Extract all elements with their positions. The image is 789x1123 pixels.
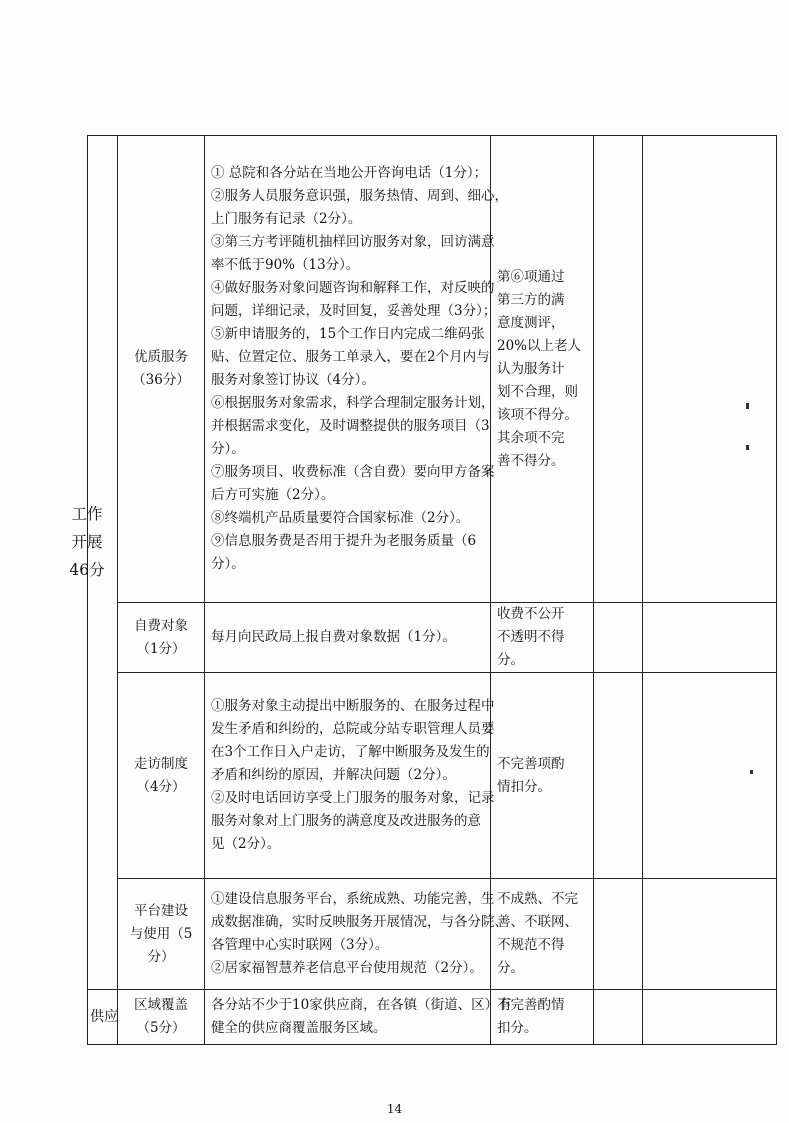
item-score: （1分） xyxy=(136,640,186,657)
item-score: 分） xyxy=(147,948,175,965)
standard-line: 各管理中心实时联网（3分）。 xyxy=(211,937,389,953)
table-row-visit-system xyxy=(88,673,777,879)
standard-cell xyxy=(205,879,508,990)
standard-line: 并根据需求变化，及时调整提供的服务项目（3 xyxy=(211,418,490,434)
deduction-line: 20%以上老人 xyxy=(497,337,582,354)
category-label: 供应 xyxy=(90,1009,118,1025)
standard-line: 发生矛盾和纠纷的，总院或分站专职管理人员要 xyxy=(211,721,495,737)
deduction-line: 分。 xyxy=(497,960,524,976)
standard-line: ⑦服务项目、收费标准（含自费）要向甲方备案 xyxy=(211,464,495,480)
standard-line: ⑧终端机产品质量要符合国家标准（2分）。 xyxy=(211,510,470,526)
item-cell xyxy=(118,673,205,879)
standard-cell xyxy=(205,136,508,603)
score-cell xyxy=(594,879,643,990)
standard-line: 分）。 xyxy=(211,556,245,572)
item-name: 优质服务 xyxy=(134,349,188,365)
scan-mark xyxy=(746,445,749,450)
standard-line: ⑤新申请服务的，15个工作日内完成二维码张 xyxy=(211,326,485,342)
score-cell xyxy=(594,990,643,1045)
deduction-cell xyxy=(491,990,594,1045)
standard-line: ⑨信息服务费是否用于提升为老服务质量（6 xyxy=(211,533,477,549)
standard-line: 健全的供应商覆盖服务区域。 xyxy=(211,1020,387,1036)
item-name: 平台建设 xyxy=(134,902,188,919)
item-cell xyxy=(118,603,205,673)
score-cell xyxy=(594,603,643,673)
standard-line: 后方可实施（2分）。 xyxy=(211,487,335,503)
standard-line: ① 总院和各分站在当地公开咨询电话（1分）； xyxy=(211,165,488,181)
standard-line: ②服务人员服务意识强，服务热情、周到、细心， xyxy=(211,188,508,204)
remark-cell xyxy=(643,990,777,1045)
standard-line: ⑥根据服务对象需求，科学合理制定服务计划， xyxy=(211,395,495,411)
standard-line: 贴、位置定位、服务工单录入，要在2个月内与 xyxy=(211,349,490,365)
remark-cell xyxy=(643,673,777,879)
standard-cell xyxy=(205,603,491,673)
deduction-line: 第三方的满 xyxy=(497,291,565,308)
table-row-supply xyxy=(88,990,777,1045)
remark-cell xyxy=(643,603,777,673)
item-name: 走访制度 xyxy=(134,755,188,772)
deduction-cell xyxy=(491,603,594,673)
item-cell xyxy=(118,990,205,1045)
deduction-line: 划不合理，则 xyxy=(497,383,578,400)
standard-line: ③第三方考评随机抽样回访服务对象，回访满意 xyxy=(211,234,495,250)
deduction-line: 不规范不得 xyxy=(497,937,565,953)
table-row-quality-service xyxy=(88,136,777,603)
deduction-line: 善不得分。 xyxy=(497,452,565,469)
standard-line: 各分站不少于10家供应商，在各镇（街道、区）有 xyxy=(211,997,512,1013)
deduction-line: 认为服务计 xyxy=(497,360,565,377)
item-cell xyxy=(118,136,205,603)
standard-line: ②居家福智慧养老信息平台使用规范（2分）。 xyxy=(211,960,483,976)
score-cell xyxy=(594,136,643,603)
category-cell-supply xyxy=(88,990,118,1045)
deduction-line: 不成熟、不完 xyxy=(497,891,578,907)
deduction-line: 善、不联网、 xyxy=(497,914,578,930)
standard-line: 见（2分）。 xyxy=(211,836,281,852)
table-row-self-pay xyxy=(88,603,777,673)
standard-line: ①建设信息服务平台，系统成熟、功能完善，生 xyxy=(211,891,495,907)
item-score: （5分） xyxy=(136,1020,186,1036)
deduction-line: 不完善酌情 xyxy=(497,997,565,1013)
deduction-line: 第⑥项通过 xyxy=(497,268,565,285)
item-name: 区域覆盖 xyxy=(134,997,188,1013)
standard-line: 分）。 xyxy=(211,441,245,457)
deduction-line: 其余项不完 xyxy=(497,429,565,446)
deduction-cell xyxy=(491,879,594,990)
remark-cell xyxy=(643,136,777,603)
item-score: （4分） xyxy=(136,778,186,795)
standard-line: 服务对象签订协议（4分）。 xyxy=(211,372,375,388)
category-label-line: 开展 xyxy=(71,533,103,551)
standard-line: 在3个工作日入户走访，了解中断服务及发生的 xyxy=(211,744,490,760)
deduction-line: 该项不得分。 xyxy=(497,406,578,423)
scan-mark xyxy=(750,770,753,774)
standard-line: ②及时电话回访享受上门服务的服务对象，记录 xyxy=(211,790,495,806)
deduction-line: 扣分。 xyxy=(497,1020,538,1036)
standard-line: 矛盾和纠纷的原因，并解决问题（2分）。 xyxy=(211,767,456,783)
scoring-table xyxy=(87,135,777,1045)
scan-mark xyxy=(746,403,749,409)
item-score: （36分） xyxy=(132,372,190,388)
standard-line: 问题，详细记录，及时回复，妥善处理（3分）； xyxy=(211,303,497,319)
standard-line: 每月向民政局上报自费对象数据（1分）。 xyxy=(211,629,456,645)
category-label-line: 46分 xyxy=(69,561,105,579)
deduction-cell xyxy=(491,136,594,603)
deduction-line: 情扣分。 xyxy=(497,778,551,795)
remark-cell xyxy=(643,879,777,990)
page-number: 14 xyxy=(386,1102,403,1116)
standard-line: 率不低于90%（13分）。 xyxy=(211,257,360,273)
standard-line: ①服务对象主动提出中断服务的、在服务过程中 xyxy=(211,698,495,714)
deduction-line: 收费不公开 xyxy=(497,606,565,622)
category-label-work xyxy=(56,500,118,584)
standard-line: 成数据准确，实时反映服务开展情况，与各分院、 xyxy=(211,914,508,930)
category-label-line: 工作 xyxy=(71,505,103,523)
item-name: 自费对象 xyxy=(134,617,188,634)
deduction-line: 不透明不得 xyxy=(497,629,565,645)
table-row-platform xyxy=(88,879,777,990)
item-name: 与使用（5 xyxy=(129,925,193,942)
standard-cell xyxy=(205,673,495,879)
deduction-line: 意度测评， xyxy=(497,314,565,331)
deduction-line: 分。 xyxy=(497,652,524,668)
deduction-line: 不完善项酌 xyxy=(497,755,565,772)
item-cell xyxy=(118,879,205,990)
standard-line: 服务对象对上门服务的满意度及改进服务的意 xyxy=(211,813,481,829)
standard-line: 上门服务有记录（2分）。 xyxy=(211,211,362,227)
score-cell xyxy=(594,673,643,879)
deduction-cell xyxy=(491,673,594,879)
standard-cell xyxy=(205,990,512,1045)
standard-line: ④做好服务对象问题咨询和解释工作，对反映的 xyxy=(211,280,495,296)
